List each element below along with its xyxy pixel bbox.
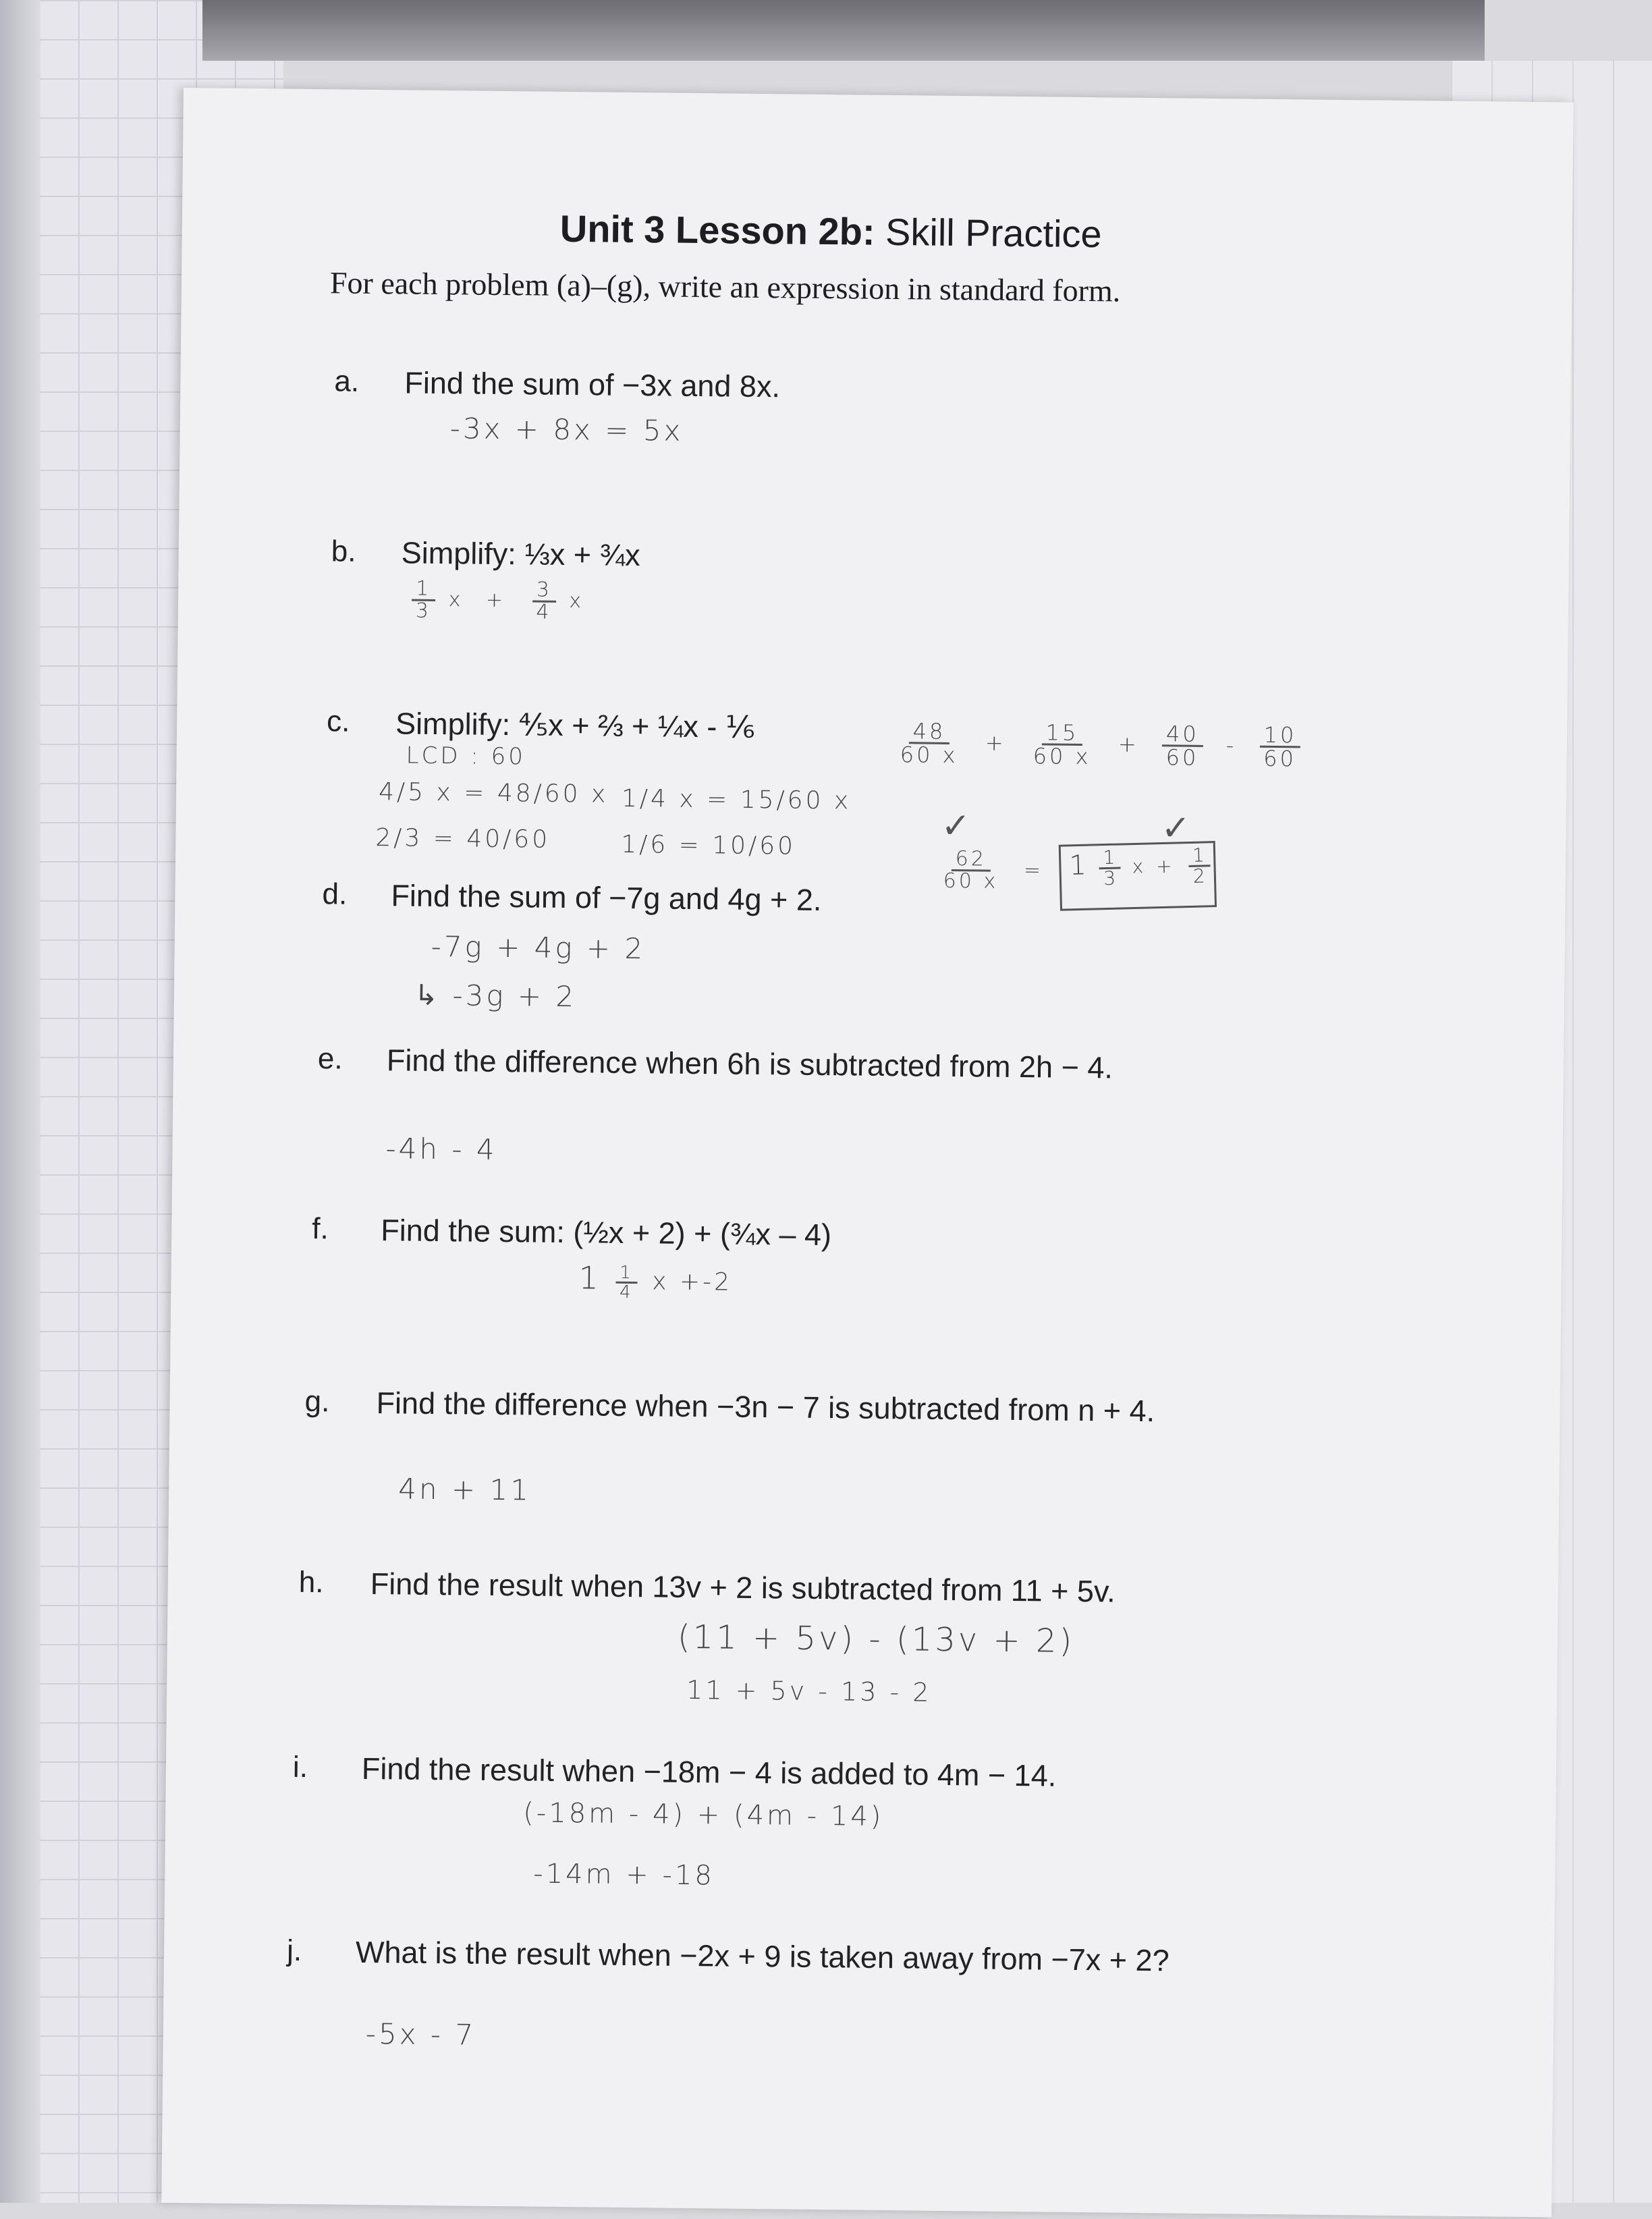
operator: + bbox=[485, 588, 506, 613]
problem-e-text: Find the difference when 6h is subtracted from 2h − 4. bbox=[386, 1043, 1113, 1085]
problem-f-work bbox=[578, 1259, 732, 1302]
worksheet bbox=[161, 88, 1574, 2217]
common-denominator-sum bbox=[892, 718, 1305, 772]
problem-g-letter: g. bbox=[304, 1384, 330, 1419]
fraction bbox=[412, 576, 436, 623]
fraction bbox=[615, 1262, 638, 1303]
fraction bbox=[1259, 721, 1300, 772]
fraction bbox=[532, 580, 556, 622]
page-title bbox=[560, 207, 1102, 256]
denominator: 3 bbox=[415, 599, 432, 623]
denominator: 2 bbox=[1192, 865, 1207, 887]
numerator: 1 bbox=[615, 1263, 638, 1283]
denominator: 60 bbox=[1263, 745, 1297, 772]
title-regular: Skill Practice bbox=[885, 210, 1102, 256]
numerator: 15 bbox=[1041, 721, 1082, 746]
denominator: 3 bbox=[1103, 867, 1118, 890]
numerator: 1 bbox=[412, 579, 435, 601]
variable: x bbox=[1132, 855, 1145, 878]
problem-f-text: Find the sum: (½x + 2) + (¾x – 4) bbox=[381, 1213, 832, 1253]
conversion-4-5: 4/5 x = 48/60 x bbox=[378, 778, 609, 809]
problem-b-text: Simplify: ⅓x + ¾x bbox=[401, 535, 640, 573]
equals: = bbox=[1023, 858, 1044, 883]
problem-i-text: Find the result when −18m − 4 is added to 4m − 14. bbox=[361, 1751, 1057, 1793]
fraction bbox=[1188, 846, 1211, 886]
conversion-1-4: 1/4 x = 15/60 x bbox=[621, 784, 852, 815]
problem-g-work: 4n + 11 bbox=[398, 1472, 532, 1507]
fraction bbox=[1029, 719, 1096, 770]
denominator: 60 x bbox=[1032, 743, 1091, 770]
variable: x bbox=[448, 588, 464, 612]
operator: + bbox=[985, 729, 1006, 756]
problem-i-letter: i. bbox=[292, 1750, 308, 1784]
denominator: 4 bbox=[619, 1282, 634, 1303]
fraction bbox=[1099, 848, 1121, 888]
denominator: 60 bbox=[1165, 744, 1199, 771]
problem-a-text: Find the sum of −3x and 8x. bbox=[404, 365, 781, 404]
numerator: 1 bbox=[1099, 848, 1121, 869]
expression-rest: x +-2 bbox=[652, 1267, 733, 1296]
problem-f-letter: f. bbox=[312, 1212, 329, 1246]
fraction bbox=[1161, 723, 1203, 769]
boxed-answer bbox=[1059, 841, 1217, 911]
check-mark: ✓ bbox=[941, 805, 971, 847]
denominator: 4 bbox=[536, 600, 552, 624]
boxed-answer-content bbox=[1069, 846, 1215, 889]
problem-i-work-2: -14m + -18 bbox=[533, 1858, 715, 1892]
lcd-note: LCD : 60 bbox=[406, 742, 526, 771]
conversion-1-6: 1/6 = 10/60 bbox=[621, 830, 796, 860]
whole-number: 1 bbox=[1068, 850, 1089, 881]
instructions: For each problem (a)–(g), write an expression in standard form. bbox=[329, 265, 1121, 308]
problem-e-work: -4h - 4 bbox=[385, 1132, 497, 1166]
problem-c-letter: c. bbox=[326, 705, 350, 738]
numerator: 62 bbox=[952, 849, 991, 872]
problem-d-work-1: -7g + 4g + 2 bbox=[431, 929, 646, 966]
problem-j-work: -5x - 7 bbox=[365, 2017, 476, 2052]
whole-number: 1 bbox=[578, 1259, 602, 1296]
problem-d-letter: d. bbox=[322, 877, 348, 911]
problem-i-work-1: (-18m - 4) + (4m - 14) bbox=[523, 1797, 884, 1833]
problem-h-work-1: (11 + 5v) - (13v + 2) bbox=[677, 1618, 1075, 1660]
problem-j-letter: j. bbox=[286, 1934, 302, 1967]
operator: + bbox=[1155, 854, 1174, 877]
problem-g-text: Find the difference when −3n − 7 is subtracted from n + 4. bbox=[376, 1386, 1155, 1429]
title-bold: Unit 3 Lesson 2b: bbox=[559, 207, 875, 253]
numerator: 3 bbox=[532, 580, 556, 602]
problem-d-text: Find the sum of −7g and 4g + 2. bbox=[391, 878, 822, 917]
variable: x bbox=[569, 589, 584, 613]
numerator: 40 bbox=[1162, 723, 1203, 747]
denominator: 60 x bbox=[900, 742, 958, 769]
operator: + bbox=[1118, 731, 1139, 757]
combined-fraction bbox=[935, 849, 1044, 893]
problem-a-letter: a. bbox=[334, 364, 360, 398]
problem-h-letter: h. bbox=[298, 1565, 324, 1599]
check-mark: ✓ bbox=[1161, 808, 1191, 849]
fraction bbox=[896, 718, 963, 769]
notebook-spine bbox=[0, 0, 40, 2203]
problem-b-work bbox=[408, 576, 584, 624]
background-shadow bbox=[202, 0, 1485, 61]
problem-a-work: -3x + 8x = 5x bbox=[449, 412, 684, 447]
problem-h-text: Find the result when 13v + 2 is subtracted from 11 + 5v. bbox=[370, 1566, 1116, 1609]
numerator: 10 bbox=[1259, 724, 1300, 748]
problem-c-text: Simplify: ⅘x + ⅔ + ¼x - ⅙ bbox=[395, 706, 755, 744]
operator: - bbox=[1226, 732, 1237, 758]
problem-e-letter: e. bbox=[317, 1042, 343, 1076]
denominator: 60 x bbox=[943, 869, 999, 894]
problem-d-work-2: ↳ -3g + 2 bbox=[414, 978, 577, 1014]
numerator: 48 bbox=[908, 720, 949, 744]
fraction bbox=[939, 849, 1003, 892]
conversion-2-3: 2/3 = 40/60 bbox=[375, 824, 551, 854]
numerator: 1 bbox=[1188, 846, 1211, 867]
problem-h-work-2: 11 + 5v - 13 - 2 bbox=[686, 1674, 932, 1707]
problem-b-letter: b. bbox=[331, 535, 356, 568]
problem-j-text: What is the result when −2x + 9 is taken away from −7x + 2? bbox=[355, 1934, 1169, 1978]
